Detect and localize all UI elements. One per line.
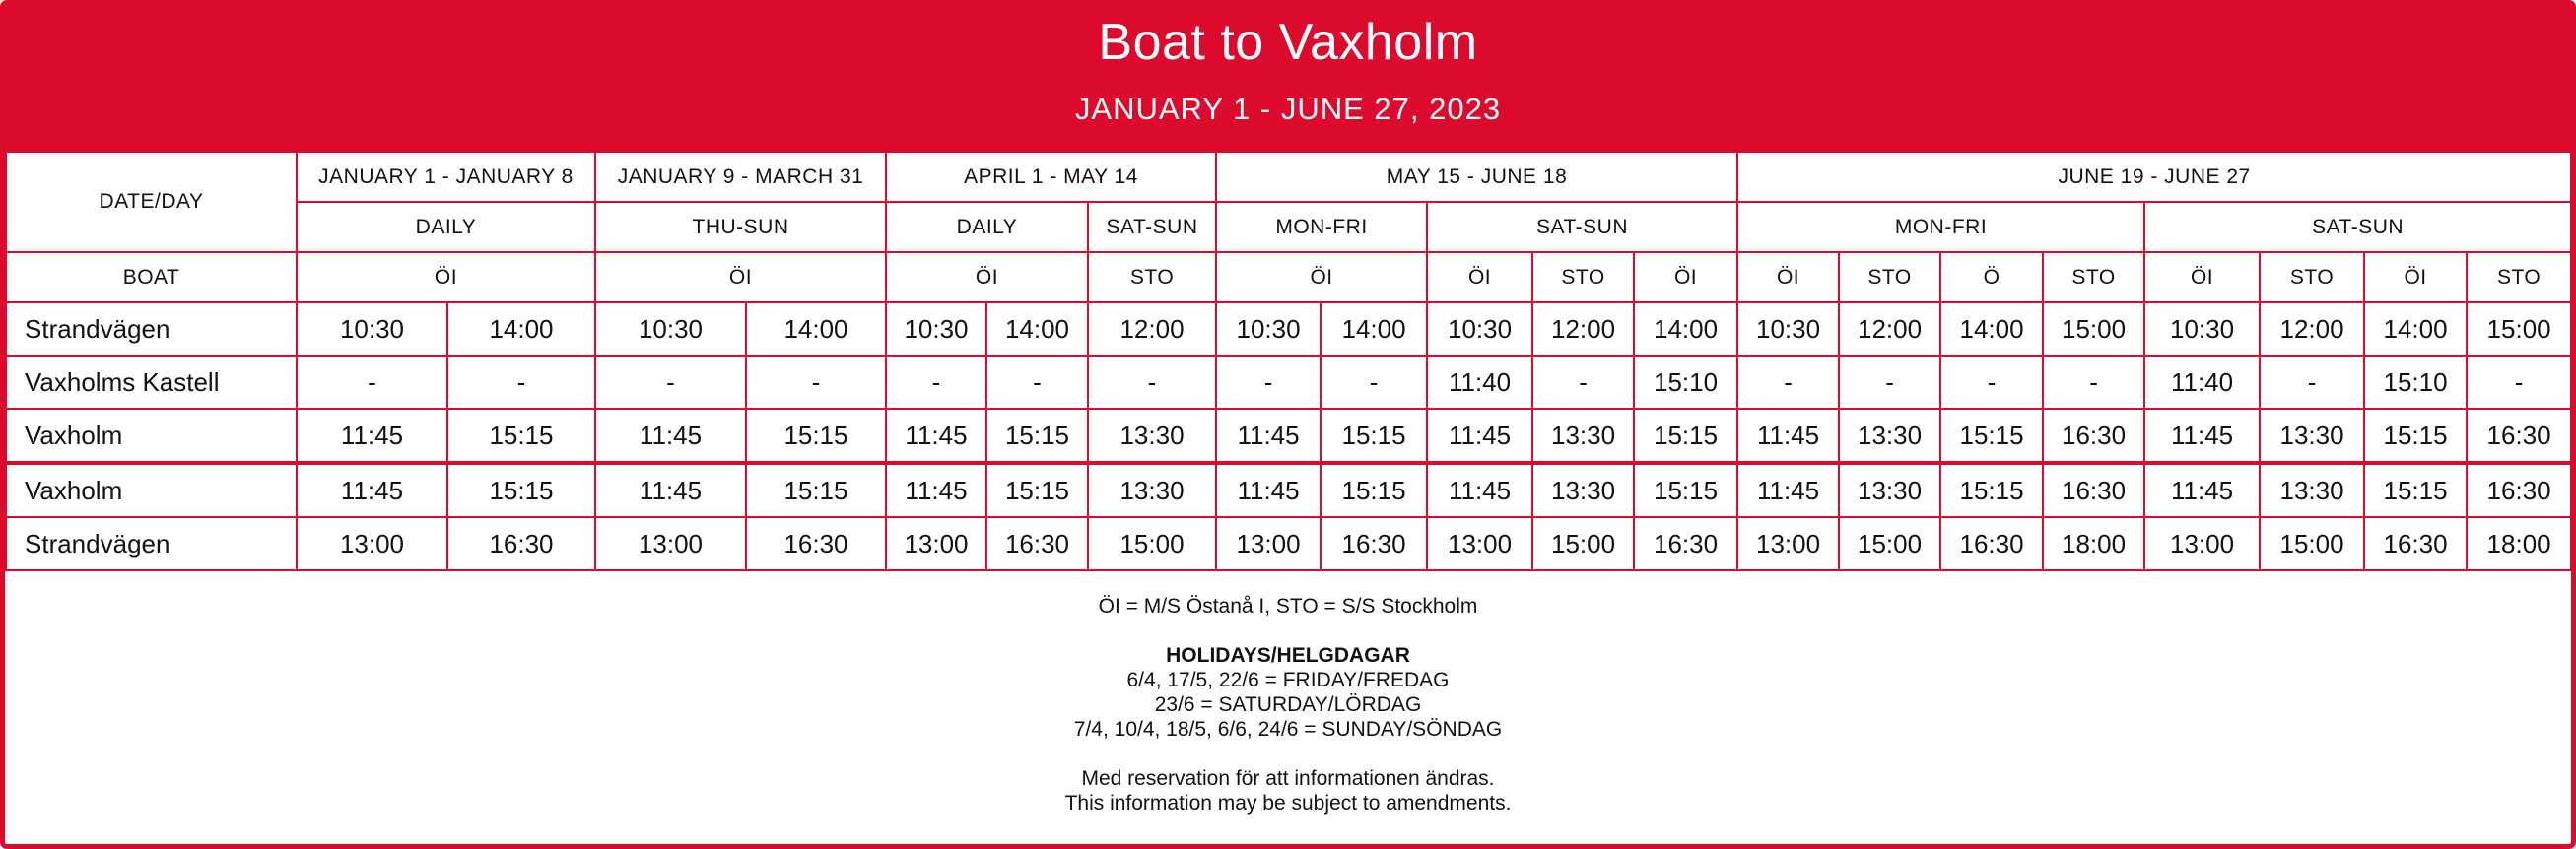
boat-header: ÖI <box>2364 252 2467 302</box>
departure-time: 15:15 <box>746 409 886 463</box>
departure-time: 15:15 <box>1940 409 2043 463</box>
boat-header: ÖI <box>1634 252 1737 302</box>
departure-time: - <box>1532 356 1634 409</box>
departure-time: 13:00 <box>1216 517 1321 570</box>
timetable <box>5 151 2572 571</box>
departure-time: 16:30 <box>1321 517 1427 570</box>
boat-header: ÖI <box>595 252 886 302</box>
departure-time: 14:00 <box>986 302 1088 356</box>
departure-time: - <box>1321 356 1427 409</box>
departure-time: 16:30 <box>986 517 1088 570</box>
holidays-title: HOLIDAYS/HELGDAGAR <box>1166 644 1410 667</box>
boat-header: ÖI <box>1737 252 1839 302</box>
boat-header: STO <box>1839 252 1940 302</box>
departure-time: 13:30 <box>1839 463 1940 517</box>
departure-time: 10:30 <box>2144 302 2260 356</box>
departure-time: 11:45 <box>1216 409 1321 463</box>
departure-time: 15:15 <box>1321 409 1427 463</box>
departure-time: 13:30 <box>1532 409 1634 463</box>
departure-time: 10:30 <box>1427 302 1532 356</box>
departure-time: 15:00 <box>2467 302 2571 356</box>
boat-header: Ö <box>1940 252 2043 302</box>
page-title: Boat to Vaxholm <box>1098 14 1478 71</box>
departure-time: 15:15 <box>2364 409 2467 463</box>
departure-time: 16:30 <box>2043 463 2144 517</box>
departure-time: 13:30 <box>2260 409 2364 463</box>
departure-time: 15:15 <box>986 463 1088 517</box>
departure-time: 15:00 <box>1088 517 1216 570</box>
departure-time: 13:00 <box>1737 517 1839 570</box>
departure-time: 16:30 <box>1940 517 2043 570</box>
departure-time: 11:45 <box>886 409 986 463</box>
departure-time: 15:15 <box>986 409 1088 463</box>
departure-time: 16:30 <box>2043 409 2144 463</box>
departure-time: 11:45 <box>886 463 986 517</box>
departure-time: 15:15 <box>1634 463 1737 517</box>
departure-time: 14:00 <box>2364 302 2467 356</box>
boat-header: STO <box>1532 252 1634 302</box>
departure-time: 13:00 <box>297 517 447 570</box>
holiday-line: 7/4, 10/4, 18/5, 6/6, 24/6 = SUNDAY/SÖNDAG <box>1073 718 1503 741</box>
stop-name: Strandvägen <box>6 302 297 356</box>
departure-time: 15:15 <box>447 409 595 463</box>
table-row <box>6 356 2571 409</box>
day-header: DAILY <box>297 202 595 252</box>
departure-time: 15:10 <box>1634 356 1737 409</box>
departure-time: 11:45 <box>1427 463 1532 517</box>
day-header: MON-FRI <box>1216 202 1427 252</box>
departure-time: 13:00 <box>1427 517 1532 570</box>
departure-time: 10:30 <box>1737 302 1839 356</box>
departure-time: - <box>2043 356 2144 409</box>
departure-time: 10:30 <box>595 302 746 356</box>
departure-time: 14:00 <box>1634 302 1737 356</box>
row-label-dateday: DATE/DAY <box>6 152 297 252</box>
table-row <box>6 409 2571 463</box>
departure-time: 14:00 <box>447 302 595 356</box>
departure-time: 11:45 <box>595 463 746 517</box>
boat-header: ÖI <box>1427 252 1532 302</box>
holiday-line: 6/4, 17/5, 22/6 = FRIDAY/FREDAG <box>1126 669 1450 691</box>
header-banner <box>5 5 2571 151</box>
departure-time: 12:00 <box>1088 302 1216 356</box>
departure-time: 16:30 <box>2364 517 2467 570</box>
departure-time: - <box>297 356 447 409</box>
departure-time: - <box>886 356 986 409</box>
departure-time: 11:45 <box>297 409 447 463</box>
departure-time: 12:00 <box>2260 302 2364 356</box>
departure-time: 15:15 <box>1634 409 1737 463</box>
departure-time: 13:30 <box>1088 409 1216 463</box>
footer-notes <box>5 594 2571 816</box>
departure-time: 10:30 <box>1216 302 1321 356</box>
table-row <box>6 517 2571 570</box>
departure-time: 16:30 <box>2467 463 2571 517</box>
departure-time: 18:00 <box>2467 517 2571 570</box>
departure-time: 13:30 <box>2260 463 2364 517</box>
period-header: JUNE 19 - JUNE 27 <box>1737 152 2571 202</box>
departure-time: - <box>1839 356 1940 409</box>
departure-time: 14:00 <box>1321 302 1427 356</box>
departure-time: 13:00 <box>595 517 746 570</box>
day-header: SAT-SUN <box>2144 202 2571 252</box>
table-row <box>6 463 2571 517</box>
departure-time: 14:00 <box>746 302 886 356</box>
departure-time: 15:00 <box>2043 302 2144 356</box>
holiday-line: 23/6 = SATURDAY/LÖRDAG <box>1154 693 1422 716</box>
table-row <box>6 302 2571 356</box>
period-header: JANUARY 1 - JANUARY 8 <box>297 152 595 202</box>
departure-time: 11:45 <box>1737 463 1839 517</box>
departure-time: 15:10 <box>2364 356 2467 409</box>
disclaimer-swedish: Med reservation för att informationen ändras. <box>1081 767 1495 790</box>
departure-time: 10:30 <box>297 302 447 356</box>
departure-time: - <box>1737 356 1839 409</box>
departure-time: 15:15 <box>1321 463 1427 517</box>
day-header: SAT-SUN <box>1088 202 1216 252</box>
departure-time: 13:30 <box>1088 463 1216 517</box>
day-header: DAILY <box>886 202 1088 252</box>
departure-time: 15:15 <box>447 463 595 517</box>
departure-time: 12:00 <box>1839 302 1940 356</box>
departure-time: 16:30 <box>2467 409 2571 463</box>
departure-time: 11:45 <box>1216 463 1321 517</box>
stop-name: Vaxholms Kastell <box>6 356 297 409</box>
period-header: JANUARY 9 - MARCH 31 <box>595 152 886 202</box>
period-header: APRIL 1 - MAY 14 <box>886 152 1216 202</box>
departure-time: 11:40 <box>1427 356 1532 409</box>
departure-time: 10:30 <box>886 302 986 356</box>
departure-time: 12:00 <box>1532 302 1634 356</box>
stop-name: Strandvägen <box>6 517 297 570</box>
row-label-boat: BOAT <box>6 252 297 302</box>
period-header: MAY 15 - JUNE 18 <box>1216 152 1737 202</box>
departure-time: 13:30 <box>1532 463 1634 517</box>
departure-time: 18:00 <box>2043 517 2144 570</box>
day-header: SAT-SUN <box>1427 202 1737 252</box>
page-subtitle: JANUARY 1 - JUNE 27, 2023 <box>1074 92 1502 126</box>
departure-time: 16:30 <box>447 517 595 570</box>
departure-time: 15:00 <box>1532 517 1634 570</box>
departure-time: - <box>1940 356 2043 409</box>
departure-time: 14:00 <box>1940 302 2043 356</box>
departure-time: 15:15 <box>746 463 886 517</box>
departure-time: 11:40 <box>2144 356 2260 409</box>
boat-legend: ÖI = M/S Östanå I, STO = S/S Stockholm <box>1098 595 1478 618</box>
boat-header: STO <box>1088 252 1216 302</box>
stop-name: Vaxholm <box>6 463 297 517</box>
disclaimer-english: This information may be subject to amendments. <box>1064 792 1512 815</box>
boat-header: ÖI <box>1216 252 1427 302</box>
departure-time: 16:30 <box>746 517 886 570</box>
departure-time: 15:15 <box>2364 463 2467 517</box>
boat-header: ÖI <box>2144 252 2260 302</box>
departure-time: 13:00 <box>886 517 986 570</box>
day-header: THU-SUN <box>595 202 886 252</box>
departure-time: - <box>447 356 595 409</box>
day-header: MON-FRI <box>1737 202 2144 252</box>
departure-time: 15:00 <box>2260 517 2364 570</box>
departure-time: - <box>986 356 1088 409</box>
departure-time: - <box>2260 356 2364 409</box>
departure-time: 15:00 <box>1839 517 1940 570</box>
boat-header: STO <box>2467 252 2571 302</box>
departure-time: - <box>1216 356 1321 409</box>
boat-header: ÖI <box>297 252 595 302</box>
boat-header: ÖI <box>886 252 1088 302</box>
departure-time: - <box>2467 356 2571 409</box>
departure-time: 11:45 <box>2144 409 2260 463</box>
departure-time: - <box>595 356 746 409</box>
departure-time: 13:00 <box>2144 517 2260 570</box>
departure-time: 11:45 <box>595 409 746 463</box>
departure-time: - <box>746 356 886 409</box>
departure-time: 16:30 <box>1634 517 1737 570</box>
boat-header: STO <box>2260 252 2364 302</box>
departure-time: 15:15 <box>1940 463 2043 517</box>
departure-time: 11:45 <box>297 463 447 517</box>
departure-time: 11:45 <box>1737 409 1839 463</box>
departure-time: 11:45 <box>1427 409 1532 463</box>
departure-time: 11:45 <box>2144 463 2260 517</box>
boat-header: STO <box>2043 252 2144 302</box>
departure-time: 13:30 <box>1839 409 1940 463</box>
departure-time: - <box>1088 356 1216 409</box>
stop-name: Vaxholm <box>6 409 297 463</box>
